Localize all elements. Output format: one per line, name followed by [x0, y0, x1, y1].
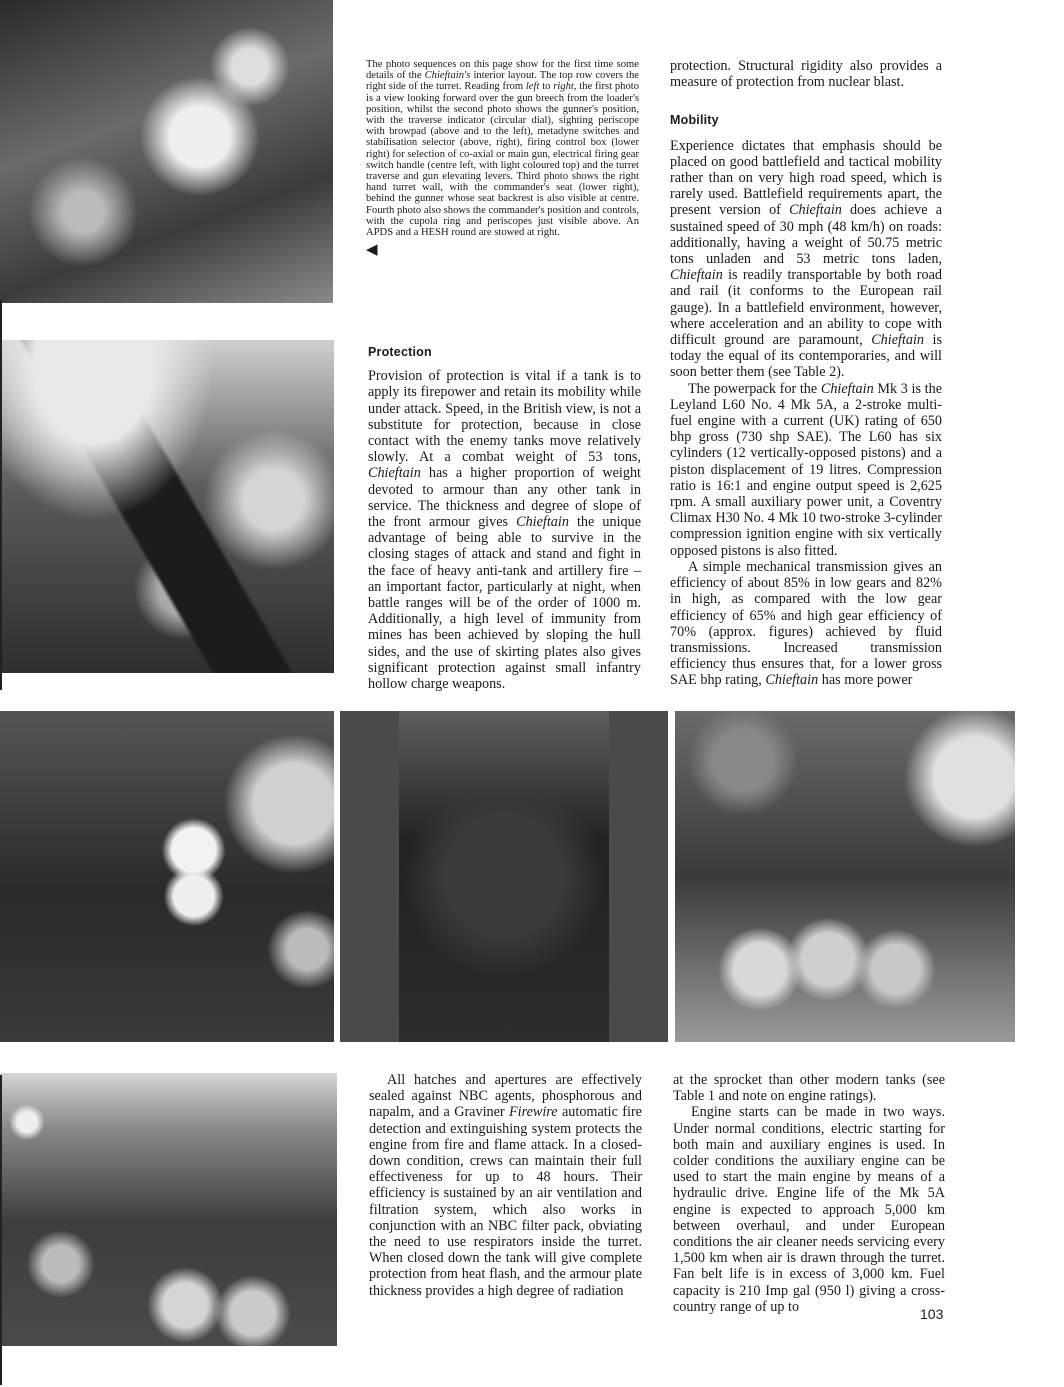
nbc-column [369, 1072, 642, 1299]
photo-commander-position [675, 711, 1015, 1042]
section-heading-mobility: Mobility [670, 113, 719, 128]
paragraph: Provision of protection is vital if a tank is to apply its firepower and retain its mobility while under attack. Speed, in the British view, is not a substitute for protection, because in close contact with the enemy tanks move relatively slowly. At a combat weight of 53 tons, Chieftain has a higher proportion of weight devoted to armour than any other tank in service. The thickness and degree of slope of the front armour gives Chieftain the unique advantage of being able to survive in the closing stages of attack and stand and fight in the face of heavy anti-tank and artillery fire – an important factor, particularly at night, when battle ranges will be of the order of 1000 m. Additionally, a high level of immunity from mines has been achieved by sloping the hull sides, and the use of skirting plates also gives significant protection against small infantry hollow charge weapons. [368, 368, 642, 693]
photo-driver-seat [340, 711, 668, 1042]
paragraph: Engine starts can be made in two ways. Under normal conditions, electric starting for both main and auxiliary engines is used. In colder conditions the auxiliary engine can be used to start the main engine by means of a hydraulic drive. Engine life of the Mk 5A engine is expected to approach 5,000 km between overhaul, and under European conditions the air cleaner needs servicing every 1,500 km when air is drawn through the turret. Fan belt life is in excess of 3,000 km. Fuel capacity is 210 Imp gal (950 l) giving a cross-country range of up to [673, 1104, 945, 1315]
page-edge-mark [0, 300, 2, 690]
protection-section [368, 344, 641, 692]
engine-column [673, 1072, 945, 1315]
paragraph: The powerpack for the Chieftain Mk 3 is the Leyland L60 No. 4 Mk 5A, a 2-stroke multi-fuel engine with a current (UK) rating of 650 bhp gross (730 shp SAE). The L60 has six cylinders (12 vertically-opposed pistons) and a piston displacement of 19 litres. Compression ratio is 16:1 and engine output speed is 2,625 rpm. A small auxiliary power unit, a Coventry Climax H30 No. 4 Mk 10 two-stroke 3-cylinder compression ignition engine with six vertically opposed pistons is also fitted. [670, 380, 942, 559]
paragraph: protection. Structural rigidity also provides a measure of protection from nuclear blast. [670, 58, 942, 91]
photo-control-panel [0, 1073, 337, 1346]
paragraph: Experience dictates that emphasis should be placed on good battlefield and tactical mobility rather than on very high road speed, which is rarely used. Battlefield requirements apart, the present version of Chieftain does achieve a sustained speed of 30 mph (48 km/h) on roads: additionally, having a weight of 50.75 metric tons unladen and 53 metric tons laden, Chieftain is readily transportable by both road and rail (it conforms to the European rail gauge). In a battlefield environment, however, where acceleration and an ability to cope with difficult ground are paramount, Chieftain is today the equal of its contemporaries, and will soon better them (see Table 2). [670, 137, 942, 381]
section-heading-protection: Protection [368, 345, 432, 359]
page-edge-mark [0, 1075, 2, 1385]
page-number: 103 [920, 1306, 944, 1322]
paragraph: at the sprocket than other modern tanks (see Table 1 and note on engine ratings). [673, 1072, 945, 1105]
photo-turret-wall [0, 711, 334, 1042]
photo-caption: The photo sequences on this page show for the first time some details of the Chieftain's interior layout. The top row covers the right side of the turret. Reading from left to right, the first photo is a view looking forward over the gun breech from the loader's position, whilst the second photo shows the gunner's position, with the traverse indicator (circular dial), sighting periscope with browpad (above and to the left), metadyne switches and stabilisation selector (above, right), firing control box (lower right) for selection of co-axial or main gun, electrical firing gear switch handle (centre left, with light coloured top) and the turret traverse and gun elevating levers. Third photo shows the right hand turret wall, with the commander's seat (lower right), behind the gunner whose seat backrest is also visible at centre. Fourth photo also shows the commander's position and controls, with the cupola ring and periscopes just visible above. An APDS and a HESH round are stowed at right. ◀ [366, 59, 639, 259]
mobility-column [670, 58, 942, 689]
paragraph: All hatches and apertures are effectively sealed against NBC agents, phosphorous and napalm, and a Graviner Firewire automatic fire detection and extinguishing system protects the engine from fire and flame attack. In a closed-down condition, crews can maintain their full effectiveness for up to 48 hours. Their efficiency is sustained by an air ventilation and filtration system, which also works in conjunction with an NBC filter pack, obviating the need to use respirators inside the turret. When closed down the tank will give complete protection from heat flash, and the armour plate thickness provides a high degree of radiation [369, 1072, 642, 1299]
paragraph: A simple mechanical transmission gives an efficiency of about 85% in low gears and 82% in high, as compared with the low gear efficiency of 65% and high gear efficiency of 70% (approx. figures) achieved by fluid transmissions. Increased transmission efficiency thus ensures that, for a lower gross SAE bhp rating, Chieftain has more power [670, 558, 942, 689]
photo-gunner-position [0, 340, 334, 673]
photo-loader-breech [0, 0, 333, 303]
pointer-left-icon: ◀ [366, 240, 378, 259]
